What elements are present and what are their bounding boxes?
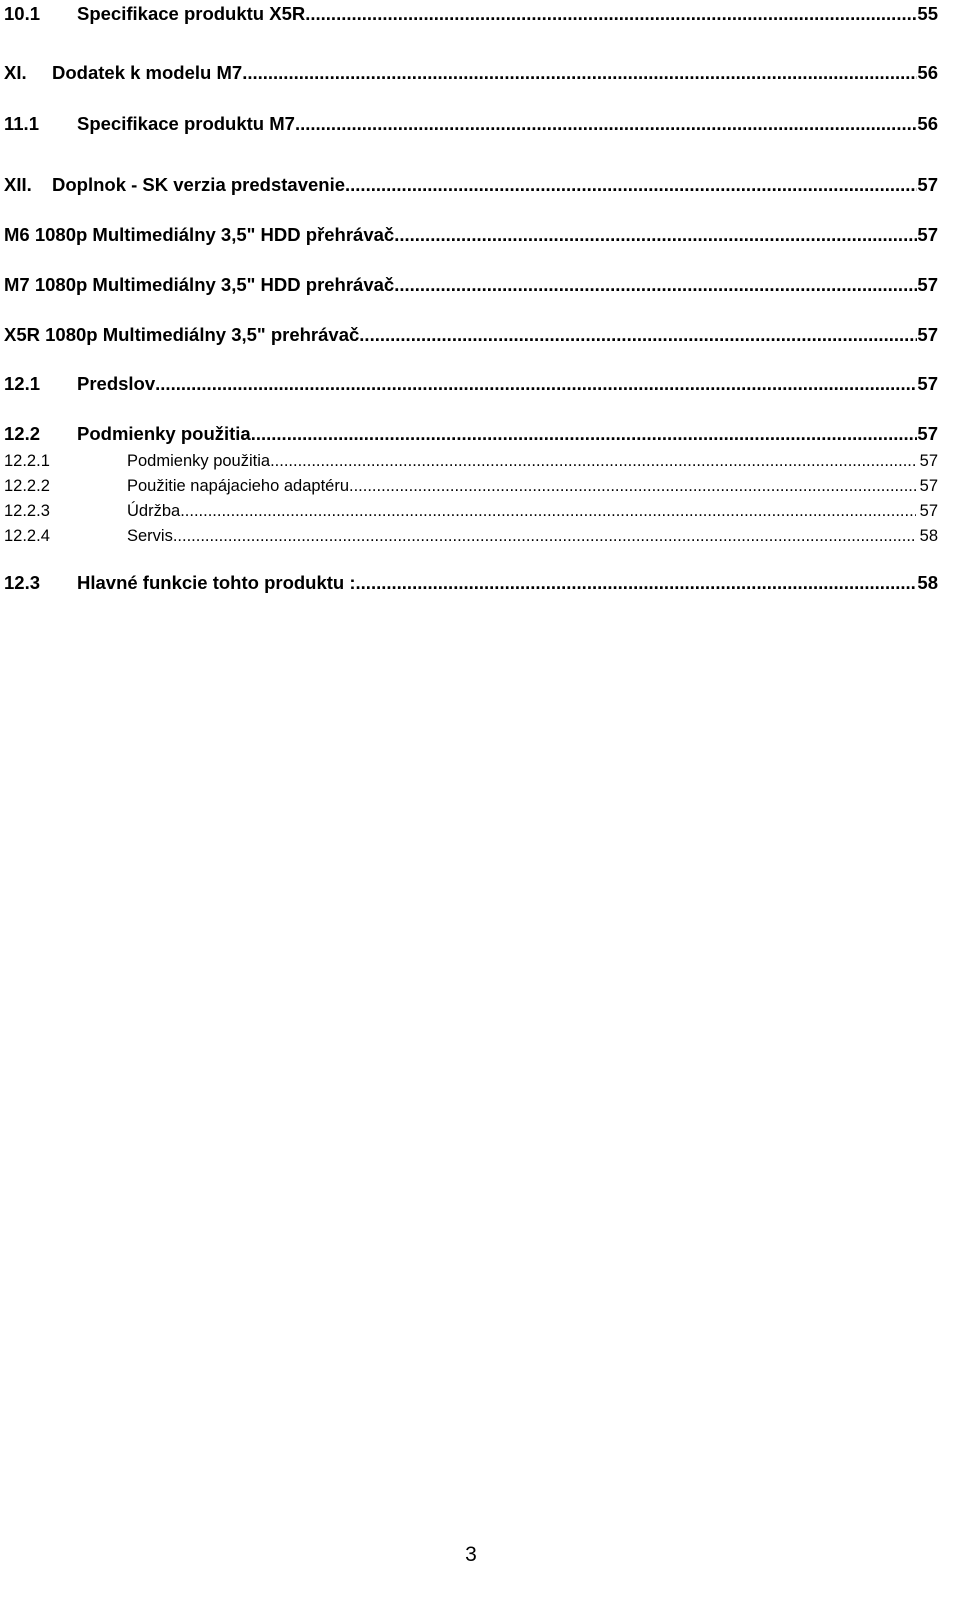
toc-entry-title: Doplnok - SK verzia predstavenie [52,174,346,195]
toc-entry[interactable] [4,422,938,446]
page-number: 3 [465,1543,477,1566]
toc-entry[interactable] [4,475,938,497]
toc-entry[interactable] [4,2,938,26]
toc-entry-page: 58 [917,572,938,593]
toc-entry-page: 57 [919,502,938,520]
toc-entry-title: Hlavné funkcie tohto produktu : [77,572,356,593]
toc-dot-leader [359,323,917,347]
toc-dot-leader [270,450,916,472]
toc-entry-title: X5R 1080p Multimediálny 3,5" prehrávač [4,324,360,345]
toc-entry-number: XII. [4,174,32,195]
toc-dot-leader [305,2,917,26]
toc-entry-title: Podmienky použitia [77,423,251,444]
toc-dot-leader [251,422,918,446]
toc-entry-title: Dodatek k modelu M7 [52,62,243,83]
toc-entry-page: 57 [917,373,938,394]
toc-entry[interactable] [4,173,938,197]
toc-entry-number: 12.2 [4,423,41,444]
toc-dot-leader [394,223,917,247]
toc-entry[interactable] [4,223,938,247]
toc-entry-page: 58 [919,527,938,545]
toc-dot-leader [349,475,916,497]
toc-entry-title: Údržba [127,502,181,520]
toc-entry-number: 12.2.4 [4,527,50,545]
toc-entry-title: Predslov [77,373,156,394]
toc-entry-number: 12.2.3 [4,502,50,520]
toc-entry[interactable] [4,323,938,347]
toc-entry-number: 11.1 [4,113,39,134]
toc-entry-page: 56 [917,113,938,134]
toc-entry-title: M6 1080p Multimediálny 3,5" HDD přehrávač [4,224,395,245]
toc-entry-page: 57 [917,324,938,345]
toc-entry-number: 10.1 [4,3,41,24]
toc-dot-leader [295,112,917,136]
toc-entry-title: Servis [127,527,173,545]
toc-entry-title: Specifikace produktu M7 [77,113,295,134]
toc-entry-title: Použitie napájacieho adaptéru [127,477,350,495]
toc-entry[interactable] [4,450,938,472]
toc-entry-page: 57 [919,477,938,495]
toc-entry-page: 57 [919,452,938,470]
toc-entry-number: 12.2.2 [4,477,50,495]
toc-entry-page: 57 [917,423,938,444]
toc-entry[interactable] [4,500,938,522]
toc-entry[interactable] [4,61,938,85]
toc-entry-page: 55 [917,3,938,24]
toc-dot-leader [394,273,917,297]
toc-dot-leader [242,61,917,85]
toc-entry[interactable] [4,112,938,136]
toc-entry[interactable] [4,372,938,396]
toc-dot-leader [345,173,917,197]
toc-entry-number: XI. [4,62,27,83]
toc-entry-title: Specifikace produktu X5R [77,3,306,24]
toc-entry[interactable] [4,525,938,547]
toc-entry-title: Podmienky použitia [127,452,271,470]
toc-entry-number: 12.3 [4,572,41,593]
toc-entry[interactable] [4,571,938,595]
toc-dot-leader [173,525,916,547]
toc-dot-leader [180,500,915,522]
toc-entry-page: 57 [917,174,938,195]
toc-entry-number: 12.2.1 [4,452,50,470]
toc-entry-number: 12.1 [4,373,41,394]
toc-dot-leader [155,372,917,396]
toc-entry-page: 57 [917,274,938,295]
toc-entry-page: 56 [917,62,938,83]
toc-entry[interactable] [4,273,938,297]
toc-entry-title: M7 1080p Multimediálny 3,5" HDD prehrávač [4,274,395,295]
toc-dot-leader [356,571,918,595]
toc-entry-page: 57 [917,224,938,245]
